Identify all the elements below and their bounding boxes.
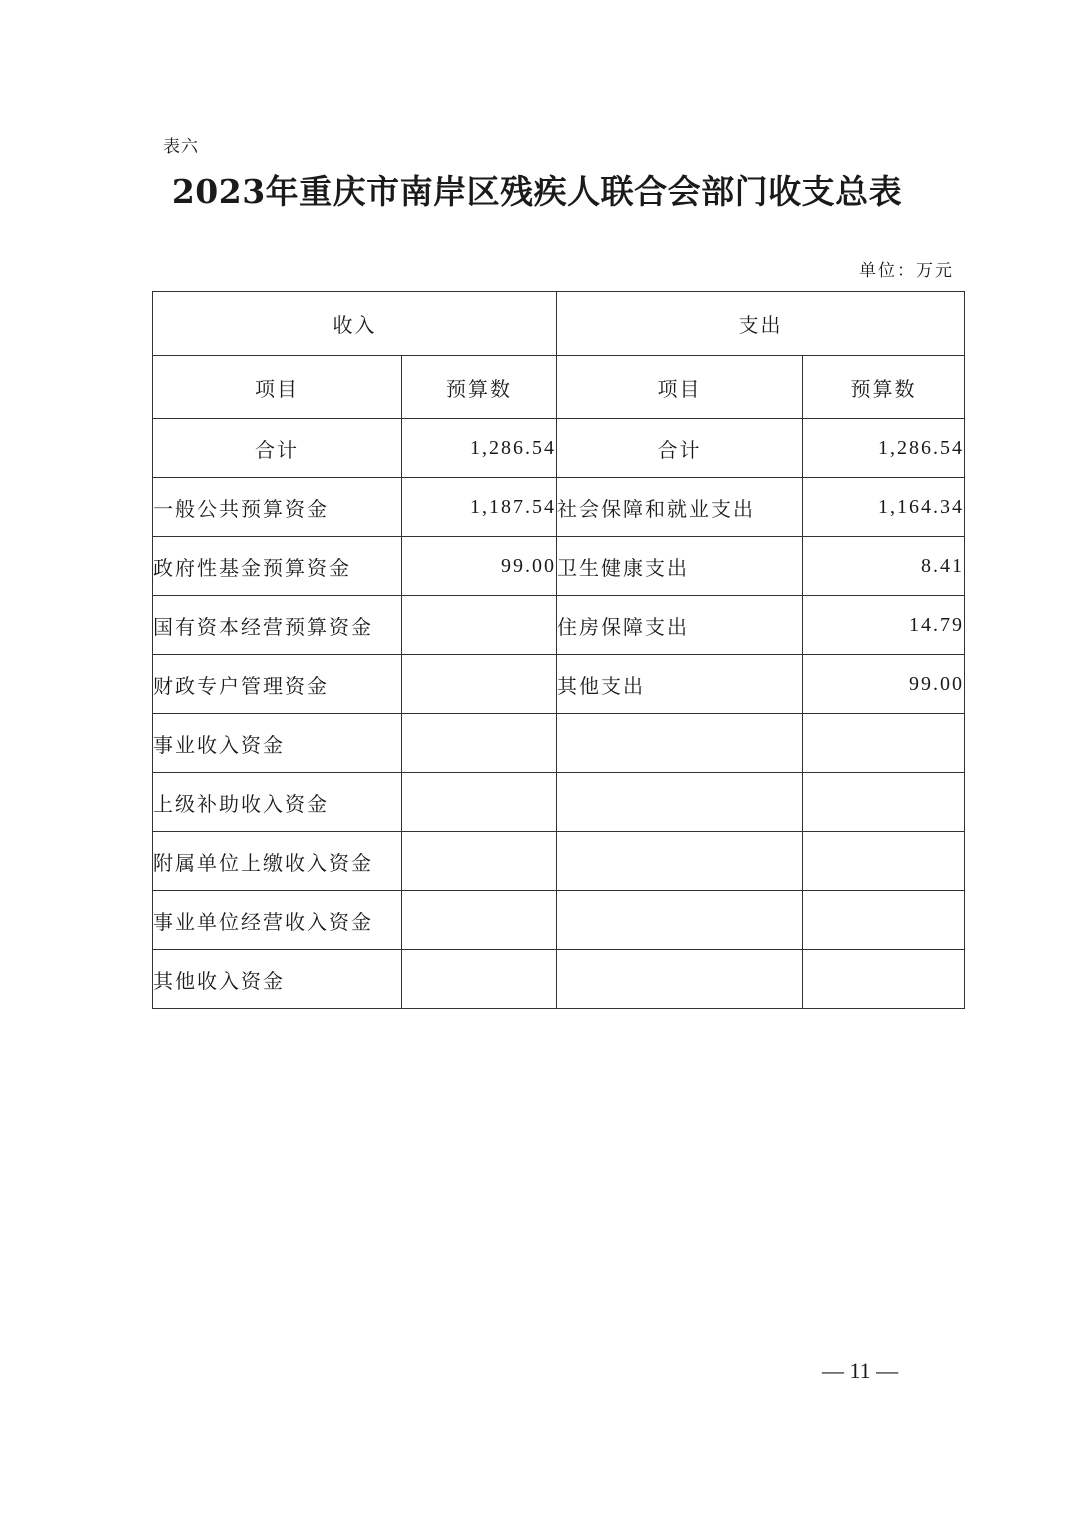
table-row — [153, 537, 965, 596]
table-label: 表六 — [163, 137, 199, 157]
table-row — [153, 596, 965, 655]
income-value — [402, 714, 557, 773]
expense-value — [803, 891, 965, 950]
table-row — [153, 950, 965, 1009]
income-item: 事业收入资金 — [153, 714, 402, 773]
income-budget-header: 预算数 — [402, 356, 557, 419]
income-value — [402, 832, 557, 891]
income-item: 国有资本经营预算资金 — [153, 596, 402, 655]
income-item: 上级补助收入资金 — [153, 773, 402, 832]
expense-value — [803, 714, 965, 773]
expense-value — [803, 950, 965, 1009]
expense-item — [557, 714, 803, 773]
table-row-total — [153, 419, 965, 478]
expense-item: 住房保障支出 — [557, 596, 803, 655]
income-value — [402, 655, 557, 714]
expense-item-header: 项目 — [557, 356, 803, 419]
income-item: 一般公共预算资金 — [153, 478, 402, 537]
expense-item — [557, 950, 803, 1009]
income-section-header: 收入 — [153, 292, 557, 356]
income-value: 99.00 — [402, 537, 557, 596]
expense-value: 1,286.54 — [803, 419, 965, 478]
table-row — [153, 714, 965, 773]
expense-value — [803, 773, 965, 832]
expense-value: 8.41 — [803, 537, 965, 596]
expense-item: 合计 — [557, 419, 803, 478]
income-value — [402, 950, 557, 1009]
expense-value: 1,164.34 — [803, 478, 965, 537]
table-row — [153, 655, 965, 714]
table-row — [153, 891, 965, 950]
income-value — [402, 773, 557, 832]
expense-item: 社会保障和就业支出 — [557, 478, 803, 537]
income-item: 附属单位上缴收入资金 — [153, 832, 402, 891]
table-row — [153, 773, 965, 832]
column-header-row — [153, 356, 965, 419]
expense-value: 99.00 — [803, 655, 965, 714]
expense-item: 其他支出 — [557, 655, 803, 714]
expense-item — [557, 773, 803, 832]
income-item: 其他收入资金 — [153, 950, 402, 1009]
page-number: — 11 — — [822, 1358, 899, 1383]
expense-section-header: 支出 — [557, 292, 965, 356]
expense-value — [803, 832, 965, 891]
budget-table — [152, 291, 965, 1009]
expense-item — [557, 832, 803, 891]
income-item-header: 项目 — [153, 356, 402, 419]
income-value — [402, 891, 557, 950]
page-title: 2023年重庆市南岸区残疾人联合会部门收支总表 — [171, 172, 903, 211]
table-row — [153, 832, 965, 891]
expense-item — [557, 891, 803, 950]
expense-item: 卫生健康支出 — [557, 537, 803, 596]
income-value — [402, 596, 557, 655]
expense-budget-header: 预算数 — [803, 356, 965, 419]
unit-label: 单位：万元 — [859, 261, 954, 281]
table-row — [153, 478, 965, 537]
income-value: 1,187.54 — [402, 478, 557, 537]
income-item: 事业单位经营收入资金 — [153, 891, 402, 950]
income-value: 1,286.54 — [402, 419, 557, 478]
income-item: 合计 — [153, 419, 402, 478]
income-item: 财政专户管理资金 — [153, 655, 402, 714]
section-header-row — [153, 292, 965, 356]
income-item: 政府性基金预算资金 — [153, 537, 402, 596]
expense-value: 14.79 — [803, 596, 965, 655]
